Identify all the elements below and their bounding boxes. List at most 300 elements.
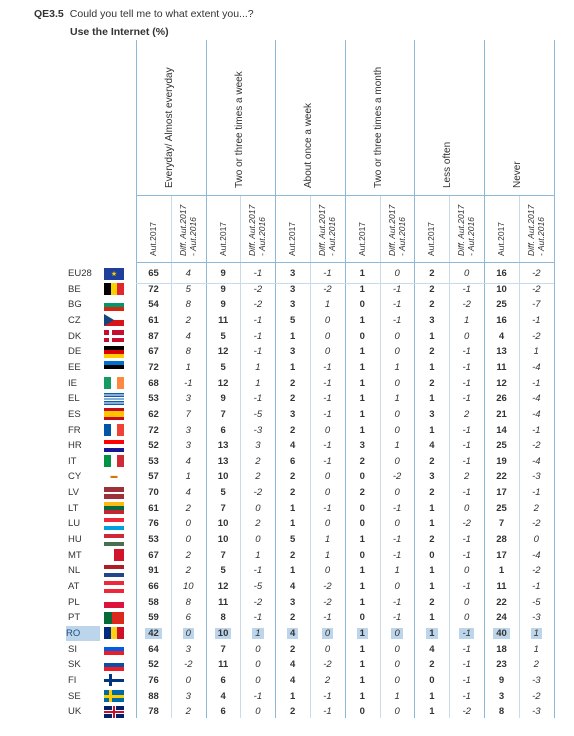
value-cell: 16 xyxy=(496,314,507,326)
value-cell: 65 xyxy=(148,268,159,279)
value-cell: 1 xyxy=(429,393,435,405)
value-cell: 26 xyxy=(496,393,507,405)
diff-cell: -1 xyxy=(253,268,263,279)
country-code: AT xyxy=(68,581,80,592)
country-code: SI xyxy=(68,643,77,655)
value-cell: 2 xyxy=(429,659,435,671)
value-cell: 5 xyxy=(290,534,296,546)
value-cell: 72 xyxy=(148,361,159,373)
diff-cell: 0 xyxy=(394,377,400,389)
value-cell: 9 xyxy=(220,393,226,405)
highlight-mark: -1 xyxy=(459,628,473,639)
diff-cell: 0 xyxy=(464,502,470,514)
value-cell: 52 xyxy=(148,440,159,452)
diff-cell: -1 xyxy=(253,330,263,342)
diff-cell: 1 xyxy=(394,361,400,373)
diff-cell: -1 xyxy=(323,268,332,279)
diff-cell: 0 xyxy=(255,706,261,718)
diff-column-header: Diff. Aut.2017 - Aut.2016 xyxy=(247,204,268,256)
highlight-mark: 40 xyxy=(493,628,510,639)
value-cell: 4 xyxy=(429,440,435,452)
country-code: HR xyxy=(68,440,82,452)
value-cell: 1 xyxy=(359,268,365,279)
diff-cell: 0 xyxy=(185,534,191,546)
value-cell: 11 xyxy=(496,581,507,592)
dk-flag-icon xyxy=(104,330,124,342)
value-cell: 2 xyxy=(290,424,296,436)
grid-hline xyxy=(136,195,554,196)
value-cell: 2 xyxy=(290,612,296,624)
diff-cell: -2 xyxy=(253,283,263,295)
diff-cell: 2 xyxy=(533,659,539,671)
value-cell: 1 xyxy=(359,659,365,671)
country-code: BE xyxy=(68,283,81,295)
diff-cell: 10 xyxy=(183,581,194,592)
value-cell: 76 xyxy=(148,674,159,686)
value-cell: 25 xyxy=(496,299,507,311)
diff-cell: 0 xyxy=(255,502,261,514)
value-cell: 11 xyxy=(218,596,229,608)
highlight-mark: 0 xyxy=(322,628,333,639)
value-cell: 12 xyxy=(217,377,229,389)
diff-cell: -1 xyxy=(253,314,263,326)
diff-cell: -2 xyxy=(462,299,471,311)
value-cell: 3 xyxy=(498,690,505,702)
value-cell: 1 xyxy=(290,361,296,373)
diff-cell: -1 xyxy=(462,549,471,561)
diff-cell: 0 xyxy=(394,706,400,718)
value-cell: 2 xyxy=(290,487,296,499)
value-column-header: Aut.2017 xyxy=(148,221,158,256)
country-code: PL xyxy=(68,596,80,608)
diff-cell: -1 xyxy=(253,393,263,405)
diff-cell: 0 xyxy=(394,643,400,655)
category-header: About once a week xyxy=(303,102,315,188)
value-cell: 0 xyxy=(359,706,365,718)
value-cell: 68 xyxy=(148,377,159,389)
diff-cell: 6 xyxy=(185,612,191,624)
country-code: CY xyxy=(68,471,82,483)
value-cell: 1 xyxy=(359,393,365,405)
value-column-header: Aut.2017 xyxy=(356,221,367,256)
diff-cell: -1 xyxy=(184,377,193,389)
diff-cell: 2 xyxy=(533,502,539,514)
value-cell: 54 xyxy=(148,299,159,311)
value-cell: 4 xyxy=(498,330,505,342)
value-cell: 0 xyxy=(359,612,365,624)
nl-flag-icon xyxy=(104,565,124,577)
diff-cell: 1 xyxy=(394,440,400,452)
highlight-mark: 42 xyxy=(145,628,162,639)
value-cell: 0 xyxy=(359,502,365,514)
diff-cell: -1 xyxy=(253,690,263,702)
value-cell: 22 xyxy=(496,596,507,608)
value-cell: 67 xyxy=(148,549,159,561)
value-cell: 23 xyxy=(496,659,507,671)
value-cell: 3 xyxy=(290,299,296,311)
diff-cell: 0 xyxy=(394,455,400,467)
diff-cell: -3 xyxy=(532,471,541,483)
value-cell: 12 xyxy=(217,346,229,358)
category-header: Never xyxy=(512,161,523,188)
highlight-mark: 1 xyxy=(531,628,542,639)
highlight-mark: 1 xyxy=(252,628,263,639)
diff-cell: -1 xyxy=(532,377,541,389)
value-cell: 4 xyxy=(429,643,435,655)
diff-cell: 0 xyxy=(394,659,400,671)
diff-cell xyxy=(311,626,345,641)
diff-cell: -1 xyxy=(323,502,332,514)
value-cell: 1 xyxy=(290,565,296,577)
diff-cell: -1 xyxy=(462,393,471,405)
hr-flag-icon xyxy=(104,440,124,452)
value-cell: 5 xyxy=(220,361,226,373)
diff-cell: 0 xyxy=(464,612,470,624)
diff-cell: -1 xyxy=(532,424,541,436)
value-cell: 1 xyxy=(290,502,296,514)
diff-cell: 1 xyxy=(533,346,539,358)
at-flag-icon xyxy=(104,581,124,593)
diff-cell: 0 xyxy=(394,581,400,592)
value-cell: 5 xyxy=(220,565,226,577)
diff-cell: -2 xyxy=(532,283,541,295)
value-cell: 11 xyxy=(218,659,229,671)
value-cell: 2 xyxy=(290,377,296,389)
diff-cell: 0 xyxy=(464,596,470,608)
question-code: QE3.5 xyxy=(34,8,64,20)
country-code: UK xyxy=(68,706,82,718)
diff-cell: 8 xyxy=(185,346,191,358)
diff-cell: 0 xyxy=(324,330,331,342)
value-cell: 1 xyxy=(359,377,365,389)
value-cell: 6 xyxy=(220,424,226,436)
diff-cell: 0 xyxy=(464,268,470,279)
diff-cell: 0 xyxy=(324,471,331,483)
be-flag-icon xyxy=(104,283,124,295)
value-cell: 3 xyxy=(290,346,296,358)
diff-cell: -1 xyxy=(532,581,541,592)
diff-cell: -1 xyxy=(323,393,332,405)
bg-flag-icon xyxy=(104,299,124,311)
value-cell: 0 xyxy=(359,330,365,342)
value-cell: 72 xyxy=(148,424,159,436)
value-cell: 1 xyxy=(429,581,435,592)
value-cell: 19 xyxy=(496,455,507,467)
category-header: Two or three times a month xyxy=(372,66,384,188)
value-cell: 2 xyxy=(290,706,296,718)
diff-cell: -1 xyxy=(392,596,402,608)
diff-cell: -1 xyxy=(462,659,471,671)
diff-cell: -1 xyxy=(323,408,332,420)
diff-cell: -4 xyxy=(532,455,541,467)
es-flag-icon xyxy=(104,408,124,420)
diff-cell: 0 xyxy=(324,487,331,499)
value-cell: 13 xyxy=(217,440,229,452)
diff-cell: 2 xyxy=(255,455,261,467)
diff-cell: -5 xyxy=(253,581,263,592)
value-cell: 1 xyxy=(359,581,365,592)
diff-cell: 1 xyxy=(185,361,191,373)
value-cell: 13 xyxy=(217,455,229,467)
value-cell: 6 xyxy=(220,706,226,718)
sk-flag-icon xyxy=(104,659,124,671)
diff-cell: 0 xyxy=(394,330,400,342)
diff-cell: -4 xyxy=(532,393,541,405)
ee-flag-icon xyxy=(104,361,124,373)
diff-cell: -1 xyxy=(392,502,402,514)
diff-cell: 2 xyxy=(185,706,191,718)
diff-cell: 2 xyxy=(185,502,191,514)
diff-cell: -1 xyxy=(462,361,471,373)
diff-cell: 1 xyxy=(255,549,261,561)
value-cell: 4 xyxy=(220,690,226,702)
value-cell: 59 xyxy=(148,612,159,624)
value-cell: 22 xyxy=(496,471,507,483)
value-cell: 3 xyxy=(290,268,296,279)
diff-cell: 0 xyxy=(255,643,261,655)
diff-cell: -1 xyxy=(462,534,471,546)
diff-cell: 0 xyxy=(394,268,400,279)
country-code: DE xyxy=(68,346,82,358)
diff-cell: 2 xyxy=(464,408,470,420)
value-cell: 8 xyxy=(498,706,505,718)
value-cell: 1 xyxy=(359,361,365,373)
diff-cell: 0 xyxy=(324,518,331,530)
value-cell: 18 xyxy=(496,643,507,655)
highlight-mark: 0 xyxy=(183,628,194,639)
diff-cell: -2 xyxy=(253,596,263,608)
diff-cell: -2 xyxy=(462,706,471,718)
diff-cell: -1 xyxy=(323,361,332,373)
diff-cell: -1 xyxy=(253,612,263,624)
diff-cell: -1 xyxy=(532,314,541,326)
pl-flag-icon xyxy=(104,596,124,608)
value-cell: 57 xyxy=(148,471,159,483)
diff-cell: -1 xyxy=(392,314,402,326)
value-cell: 88 xyxy=(148,690,159,702)
value-cell: 9 xyxy=(220,299,226,311)
diff-cell: 4 xyxy=(185,487,191,499)
diff-cell: 0 xyxy=(324,565,331,577)
value-cell: 3 xyxy=(429,408,435,420)
value-cell: 7 xyxy=(498,518,505,530)
value-cell: 11 xyxy=(496,361,507,373)
diff-cell: -1 xyxy=(323,455,332,467)
diff-column-header: Diff. Aut.2017 - Aut.2016 xyxy=(317,204,337,256)
value-cell: 0 xyxy=(429,674,435,686)
value-cell: 14 xyxy=(496,424,507,436)
diff-cell: 0 xyxy=(394,346,400,358)
diff-cell: 0 xyxy=(394,518,400,530)
category-header: Two or three times a week xyxy=(233,71,245,188)
diff-cell: -1 xyxy=(462,581,471,592)
value-cell: 2 xyxy=(359,487,365,499)
diff-column-header: Diff. Aut.2017 - Aut.2016 xyxy=(386,204,407,256)
value-cell: 3 xyxy=(429,471,435,483)
diff-cell: 1 xyxy=(533,643,539,655)
value-cell: 7 xyxy=(220,643,226,655)
hu-flag-icon xyxy=(104,534,124,546)
diff-cell: 0 xyxy=(324,346,331,358)
value-cell: 10 xyxy=(496,283,507,295)
diff-cell: -1 xyxy=(462,643,471,655)
diff-cell: -1 xyxy=(392,534,402,546)
diff-cell: 0 xyxy=(255,674,261,686)
diff-cell: 2 xyxy=(464,471,470,483)
value-cell: 1 xyxy=(429,502,435,514)
diff-cell: 4 xyxy=(185,330,191,342)
value-cell: 4 xyxy=(290,581,296,592)
country-code: EE xyxy=(68,361,81,373)
value-cell: 13 xyxy=(496,346,507,358)
value-column-header: Aut.2017 xyxy=(217,221,228,256)
diff-cell: -1 xyxy=(392,549,402,561)
value-cell: 67 xyxy=(148,346,159,358)
diff-cell: -1 xyxy=(253,346,263,358)
diff-cell: -2 xyxy=(253,487,263,499)
diff-cell: -2 xyxy=(532,690,541,702)
diff-cell: -1 xyxy=(323,706,332,718)
diff-cell: -5 xyxy=(532,596,541,608)
country-code: NL xyxy=(68,565,81,577)
diff-cell xyxy=(380,626,414,641)
value-column-header: Aut.2017 xyxy=(287,221,298,256)
diff-cell: 0 xyxy=(255,659,261,671)
value-cell: 0 xyxy=(429,549,435,561)
value-cell: 2 xyxy=(290,471,296,483)
value-cell: 0 xyxy=(359,549,365,561)
value-cell: 3 xyxy=(290,283,296,295)
value-cell: 9 xyxy=(220,268,226,279)
value-cell: 5 xyxy=(220,330,226,342)
table-subtitle: Use the Internet (%) xyxy=(70,26,169,38)
diff-cell: -2 xyxy=(184,659,193,671)
diff-cell: -2 xyxy=(253,299,263,311)
value-cell: 25 xyxy=(496,440,507,452)
value-cell: 66 xyxy=(148,581,159,592)
value-cell xyxy=(415,626,449,641)
diff-cell: 2 xyxy=(185,549,191,561)
value-cell: 1 xyxy=(429,706,435,718)
value-cell: 1 xyxy=(359,283,365,295)
country-code: LU xyxy=(68,518,81,530)
value-cell: 1 xyxy=(359,314,365,326)
value-column-header: Aut.2017 xyxy=(496,221,506,256)
diff-cell: 1 xyxy=(324,534,331,546)
category-header: Less often xyxy=(442,141,454,188)
value-cell: 10 xyxy=(217,534,229,546)
diff-cell: 2 xyxy=(255,471,261,483)
diff-cell: 2 xyxy=(255,518,261,530)
diff-cell xyxy=(450,626,484,641)
grid-vline xyxy=(554,40,555,718)
value-cell: 1 xyxy=(359,346,365,358)
diff-cell: 4 xyxy=(185,268,191,279)
diff-cell: 3 xyxy=(255,440,261,452)
diff-cell: -5 xyxy=(253,408,263,420)
diff-cell: -1 xyxy=(392,283,402,295)
diff-cell: 2 xyxy=(324,674,331,686)
diff-cell: 2 xyxy=(185,314,191,326)
diff-cell: -1 xyxy=(392,299,402,311)
value-cell: 2 xyxy=(429,487,435,499)
value-cell: 53 xyxy=(148,393,159,405)
diff-cell: -2 xyxy=(532,330,541,342)
lu-flag-icon xyxy=(104,518,124,530)
value-cell: 7 xyxy=(220,502,226,514)
diff-cell: -2 xyxy=(392,471,402,483)
country-code: SE xyxy=(68,690,81,702)
value-cell: 78 xyxy=(148,706,159,718)
ro-flag-icon xyxy=(104,627,124,639)
value-cell: 2 xyxy=(429,299,435,311)
value-cell: 21 xyxy=(496,408,507,420)
value-cell: 52 xyxy=(148,659,159,671)
diff-cell: -1 xyxy=(323,377,332,389)
diff-cell: -4 xyxy=(532,549,541,561)
diff-cell: 0 xyxy=(324,643,331,655)
country-code: FR xyxy=(68,424,81,436)
diff-cell: -1 xyxy=(253,565,263,577)
value-cell: 3 xyxy=(429,314,435,326)
value-cell: 2 xyxy=(359,455,365,467)
value-cell: 2 xyxy=(429,346,435,358)
diff-cell: 0 xyxy=(324,424,331,436)
diff-cell: -4 xyxy=(532,361,541,373)
value-cell xyxy=(137,626,171,641)
diff-cell: 1 xyxy=(324,299,331,311)
country-code: SK xyxy=(68,659,81,671)
country-code: DK xyxy=(68,330,82,342)
value-cell: 16 xyxy=(496,268,507,279)
diff-cell: 8 xyxy=(185,596,191,608)
value-cell: 0 xyxy=(359,518,365,530)
value-cell: 2 xyxy=(290,393,296,405)
value-cell: 7 xyxy=(220,549,226,561)
si-flag-icon xyxy=(104,643,124,655)
value-cell xyxy=(345,626,379,641)
diff-cell: 0 xyxy=(394,674,400,686)
value-cell: 8 xyxy=(220,612,226,624)
value-cell: 1 xyxy=(290,330,296,342)
diff-cell: 2 xyxy=(185,565,191,577)
country-code: HU xyxy=(68,534,82,546)
value-cell: 2 xyxy=(290,643,296,655)
value-cell: 10 xyxy=(217,518,229,530)
value-cell: 53 xyxy=(148,534,159,546)
country-code: EL xyxy=(68,393,80,405)
value-cell: 11 xyxy=(218,314,229,326)
value-cell: 3 xyxy=(290,596,296,608)
diff-column-header: Diff. Aut.2017 - Aut.2016 xyxy=(525,204,546,256)
country-code: LV xyxy=(68,487,79,499)
diff-cell: 0 xyxy=(464,330,470,342)
diff-cell: 5 xyxy=(185,283,191,295)
country-code: CZ xyxy=(68,314,81,326)
country-code: ES xyxy=(68,408,81,420)
value-cell: 72 xyxy=(148,283,159,295)
value-cell: 61 xyxy=(148,314,159,326)
value-cell: 2 xyxy=(429,268,435,279)
value-column-header: Aut.2017 xyxy=(426,221,437,256)
value-cell: 1 xyxy=(429,518,435,530)
value-cell: 4 xyxy=(290,440,296,452)
value-cell: 24 xyxy=(496,612,507,624)
country-code: BG xyxy=(68,299,82,311)
lv-flag-icon xyxy=(104,487,124,499)
diff-cell: -2 xyxy=(323,581,332,592)
de-flag-icon xyxy=(104,346,124,358)
